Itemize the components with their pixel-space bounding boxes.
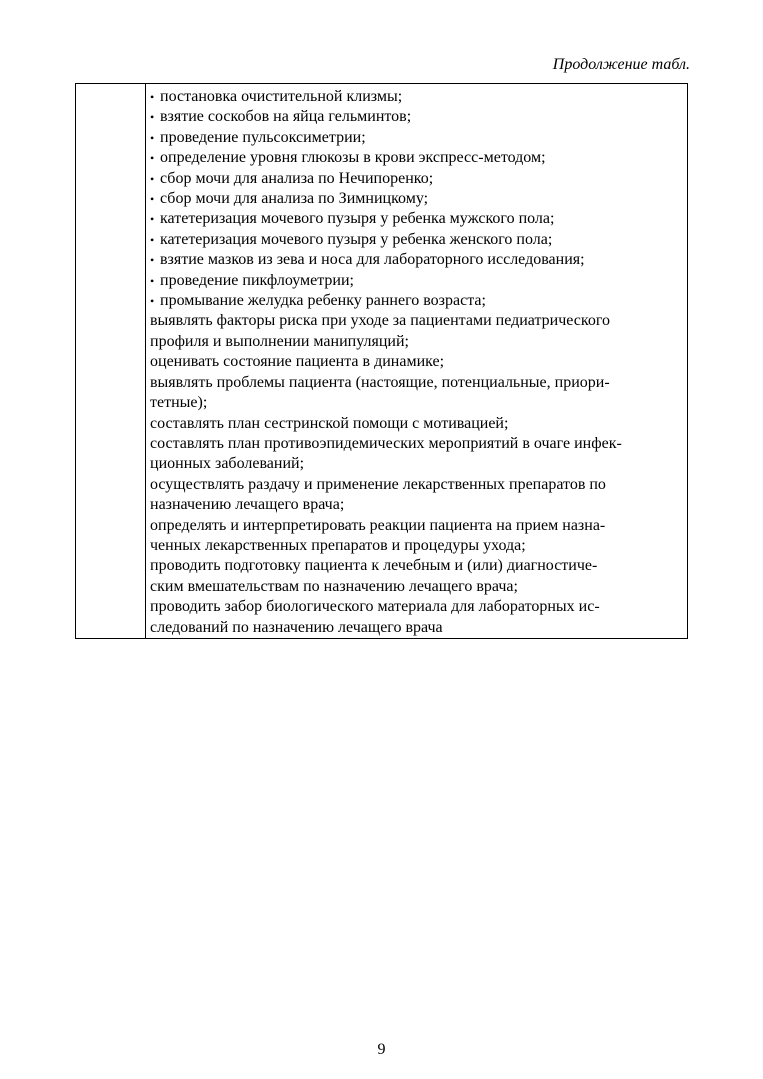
table-right-cell <box>146 84 688 639</box>
text-line: профиля и выполнении манипуляций; <box>150 332 409 350</box>
list-item-text: катетеризация мочевого пузыря у ребенка женского пола; <box>160 230 553 248</box>
text-line: ским вмешательствам по назначению лечащего врача; <box>150 577 518 595</box>
text-line: определять и интерпретировать реакции пациента на прием назна- <box>150 516 606 534</box>
list-item-text: сбор мочи для анализа по Зимницкому; <box>160 190 429 208</box>
manipulation-list <box>150 87 683 311</box>
list-item-text: катетеризация мочевого пузыря у ребенка мужского пола; <box>160 210 555 228</box>
page-number: 9 <box>377 1041 386 1058</box>
text-line: составлять план противоэпидемических мероприятий в очаге инфек- <box>150 434 622 452</box>
text-line: осуществлять раздачу и применение лекарственных препаратов по <box>150 475 606 493</box>
list-item-text: сбор мочи для анализа по Нечипоренко; <box>160 169 434 187</box>
list-item <box>150 87 683 107</box>
bullet-icon: • <box>150 232 155 247</box>
text-line: следований по назначению лечащего врача <box>150 618 443 636</box>
table-row <box>76 84 688 639</box>
list-item <box>150 291 683 311</box>
list-item-text: определение уровня глюкозы в крови экспресс-методом; <box>160 149 546 167</box>
text-line: ченных лекарственных препаратов и процедуры ухода; <box>150 536 526 554</box>
bullet-icon: • <box>150 212 155 227</box>
list-item <box>150 209 683 229</box>
text-line: оценивать состояние пациента в динамике; <box>150 353 445 371</box>
bullet-icon: • <box>150 273 155 288</box>
bullet-icon: • <box>150 253 155 268</box>
text-line: проводить забор биологического материала для лабораторных ис- <box>150 598 600 616</box>
bullet-icon: • <box>150 171 155 186</box>
bullet-icon: • <box>150 110 155 125</box>
list-item <box>150 148 683 168</box>
text-line: проводить подготовку пациента к лечебным и (или) диагностиче- <box>150 557 598 575</box>
list-item <box>150 250 683 270</box>
list-item <box>150 169 683 189</box>
list-item <box>150 128 683 148</box>
text-line: выявлять факторы риска при уходе за пациентами педиатрического <box>150 312 611 330</box>
list-item <box>150 189 683 209</box>
list-item-text: проведение пульсоксиметрии; <box>160 128 366 146</box>
bullet-icon: • <box>150 130 155 145</box>
text-line: составлять план сестринской помощи с мотивацией; <box>150 414 509 432</box>
list-item <box>150 107 683 127</box>
skills-table <box>75 83 688 639</box>
list-item-text: взятие соскобов на яйца гельминтов; <box>160 108 412 126</box>
bullet-icon: • <box>150 151 155 166</box>
list-item <box>150 271 683 291</box>
list-item-text: промывание желудка ребенку раннего возраста; <box>160 292 486 310</box>
text-line: тетные); <box>150 394 208 412</box>
text-line: назначению лечащего врача; <box>150 496 345 514</box>
skills-paragraphs <box>150 311 683 638</box>
table-left-cell <box>76 84 146 639</box>
text-line: ционных заболеваний; <box>150 455 305 473</box>
bullet-icon: • <box>150 192 155 207</box>
list-item-text: проведение пикфлоуметрии; <box>160 271 354 289</box>
list-item <box>150 230 683 250</box>
list-item-text: постановка очистительной клизмы; <box>160 88 403 105</box>
bullet-icon: • <box>150 294 155 309</box>
list-item-text: взятие мазков из зева и носа для лабораторного исследования; <box>160 251 585 269</box>
table-continuation-label: Продолжение табл. <box>552 56 690 73</box>
skills-text <box>146 84 687 638</box>
text-line: выявлять проблемы пациента (настоящие, потенциальные, приори- <box>150 373 610 391</box>
bullet-icon: • <box>150 90 155 104</box>
